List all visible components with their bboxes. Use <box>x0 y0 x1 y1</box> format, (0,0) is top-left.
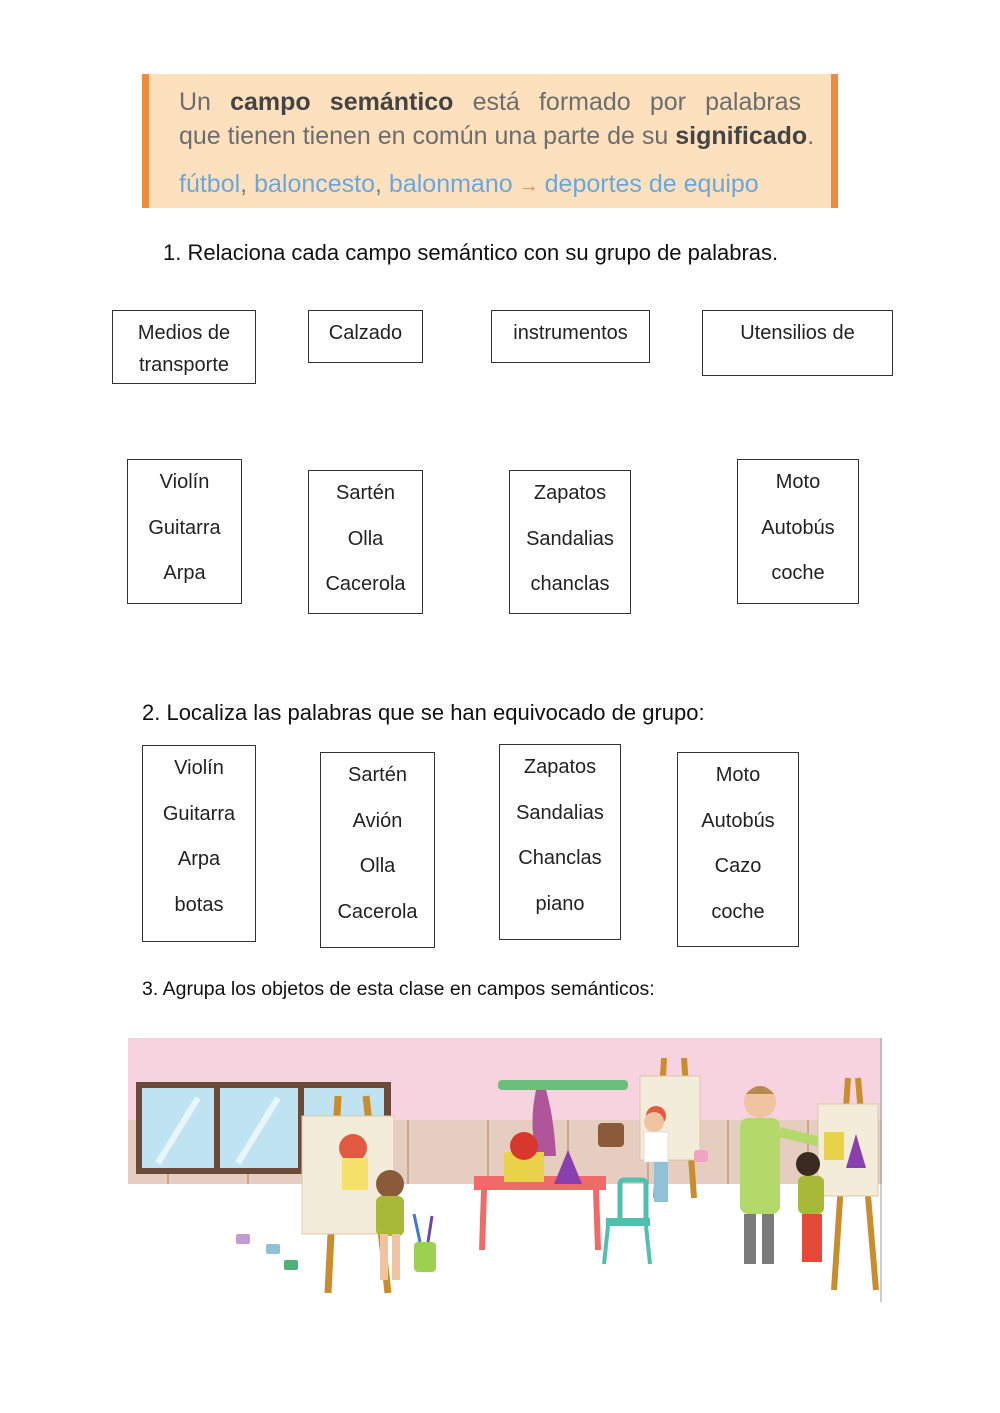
group-word[interactable]: Guitarra <box>162 802 236 825</box>
group-word: Cacerola <box>325 573 406 595</box>
group-word: chanclas <box>530 573 610 595</box>
group-word: coche <box>771 562 825 584</box>
def-period: . <box>807 122 815 150</box>
def-word: Un <box>179 88 211 116</box>
group-word[interactable]: Autobús <box>701 809 775 832</box>
group-word[interactable]: Avión <box>352 809 403 832</box>
exercise-3-title: 3. Agrupa los objetos de esta clase en campos semánticos: <box>142 978 655 1000</box>
group-word[interactable]: Cazo <box>714 855 762 877</box>
def-word: formado <box>538 88 631 116</box>
definition-line-2 <box>179 122 815 151</box>
example-word: balonmano <box>388 170 513 198</box>
group-word: Moto <box>775 471 821 493</box>
category-label: instrumentos <box>513 322 628 344</box>
example-word: baloncesto <box>254 170 376 198</box>
def-text: que tienen tienen en común una parte de su <box>179 122 669 150</box>
group-word[interactable]: Cacerola <box>337 900 418 923</box>
group-word: Zapatos <box>533 482 607 504</box>
group-word[interactable]: Moto <box>715 764 761 786</box>
group-word: Violín <box>159 471 210 493</box>
word-group-box[interactable] <box>677 752 799 947</box>
category-label: Medios de <box>137 322 231 344</box>
def-word: palabras <box>705 88 801 116</box>
coat-rack <box>498 1080 628 1090</box>
bag <box>598 1123 624 1147</box>
arrow-icon: → <box>518 175 539 197</box>
category-box[interactable] <box>491 310 650 363</box>
definition-line-1 <box>179 88 801 117</box>
word-group-box[interactable] <box>737 459 859 604</box>
category-label: transporte <box>138 354 230 376</box>
exercise-1-title: 1. Relaciona cada campo semántico con su grupo de palabras. <box>163 240 779 265</box>
def-term: campo semántico <box>230 88 454 116</box>
group-word[interactable]: Zapatos <box>523 756 597 778</box>
group-word: Autobús <box>761 516 835 539</box>
word-group-box[interactable] <box>142 745 256 942</box>
group-word: Sartén <box>336 482 395 504</box>
group-word[interactable]: Sandalias <box>516 801 604 824</box>
example-word: fútbol <box>179 170 241 198</box>
definition-banner <box>142 74 838 208</box>
group-word[interactable]: Sartén <box>348 764 407 786</box>
group-word[interactable]: piano <box>535 892 585 915</box>
group-word[interactable]: coche <box>711 900 765 923</box>
word-group-box[interactable] <box>509 470 631 614</box>
category-box[interactable] <box>112 310 256 384</box>
category-box[interactable] <box>702 310 893 376</box>
group-word[interactable]: botas <box>174 893 224 916</box>
group-word[interactable]: Arpa <box>177 848 221 870</box>
def-word: está <box>472 88 520 116</box>
exercise-2-title: 2. Localiza las palabras que se han equivocado de grupo: <box>142 700 705 725</box>
example-result: deportes de equipo <box>544 170 759 198</box>
group-word: Sandalias <box>526 527 614 550</box>
group-word[interactable]: Chanclas <box>518 847 602 869</box>
group-word[interactable]: Olla <box>359 855 396 877</box>
category-label: Calzado <box>328 322 403 344</box>
word-group-box[interactable] <box>127 459 242 604</box>
group-word[interactable]: Violín <box>174 757 224 779</box>
classroom-illustration <box>128 1038 882 1302</box>
word-group-box[interactable] <box>308 470 423 614</box>
def-strong: significado <box>675 122 808 150</box>
category-label: Utensilios de <box>740 322 855 344</box>
def-word: por <box>649 88 686 116</box>
word-group-box[interactable] <box>499 744 621 940</box>
group-word: Guitarra <box>148 516 221 539</box>
group-word: Arpa <box>163 562 206 584</box>
group-word: Olla <box>347 527 384 550</box>
word-group-box[interactable] <box>320 752 435 948</box>
definition-example: fútbol, baloncesto, balonmano → deportes de equipo <box>179 170 759 198</box>
category-box[interactable] <box>308 310 423 363</box>
